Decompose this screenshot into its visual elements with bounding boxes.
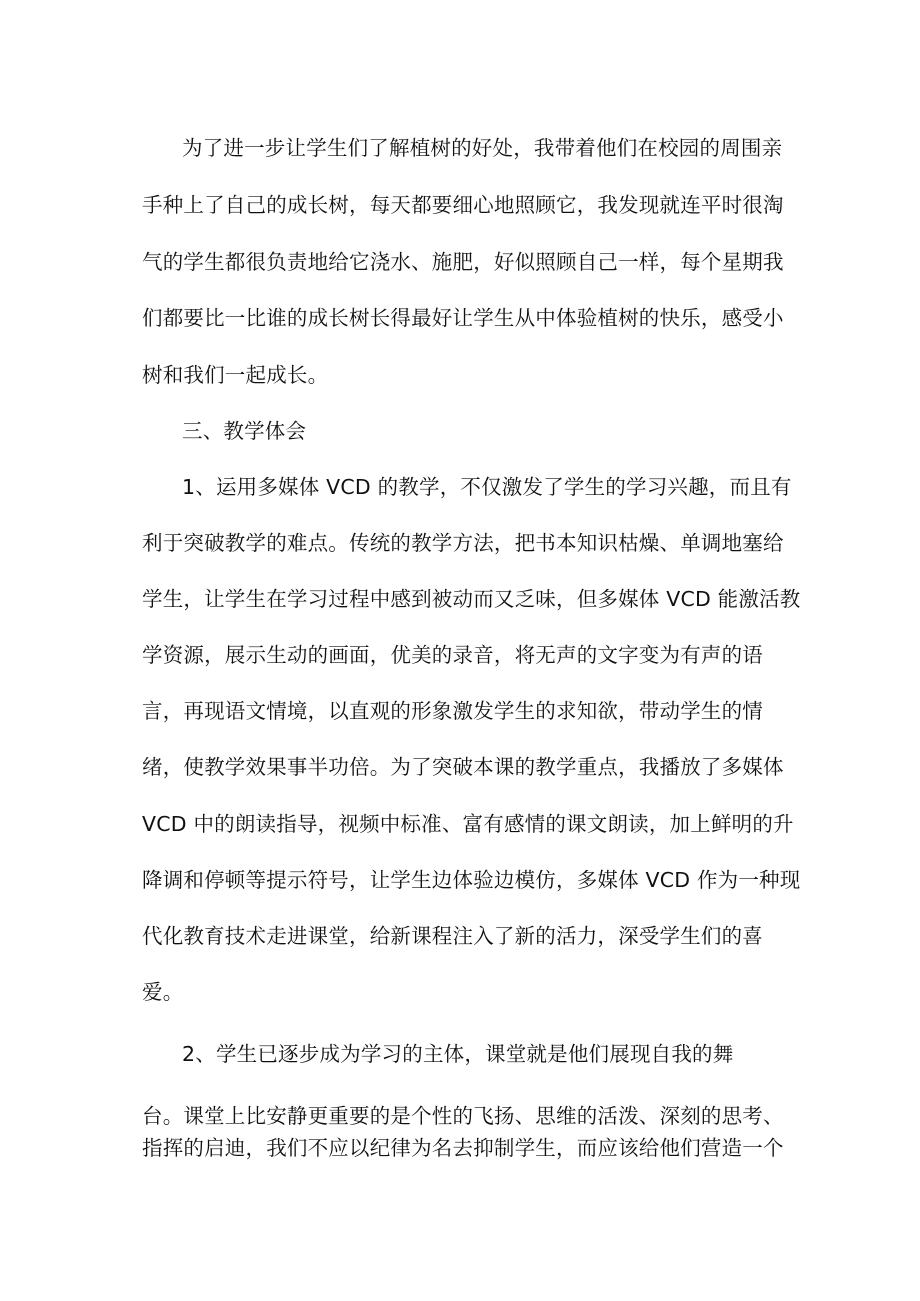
paragraph-line: 1、运用多媒体 VCD 的教学，不仅激发了学生的学习兴趣，而且有 [182, 475, 792, 499]
paragraph-line: 代化教育技术走进课堂，给新课程注入了新的活力，深受学生们的喜 [142, 924, 763, 948]
paragraph-line: 台。课堂上比安静更重要的是个性的飞扬、思维的活泼、深刻的思考、 [142, 1104, 784, 1128]
paragraph-line: 言，再现语文情境，以直观的形象激发学生的求知欲，带动学生的情 [142, 699, 763, 723]
paragraph-line: 学生，让学生在学习过程中感到被动而又乏味，但多媒体 VCD 能激活教 [142, 587, 801, 611]
paragraph-line: 为了进一步让学生们了解植树的好处，我带着他们在校园的周围亲 [182, 136, 783, 160]
paragraph-line: 手种上了自己的成长树，每天都要细心地照顾它，我发现就连平时很淘 [142, 193, 784, 217]
paragraph-line: VCD 中的朗读指导，视频中标准、富有感情的课文朗读，加上鲜明的升 [142, 812, 794, 836]
section-heading: 三、教学体会 [182, 419, 307, 443]
paragraph-line: 爱。 [142, 980, 184, 1004]
paragraph-line: 降调和停顿等提示符号，让学生边体验边模仿，多媒体 VCD 作为一种现 [142, 868, 801, 892]
paragraph-line: 指挥的启迪，我们不应以纪律为名去抑制学生，而应该给他们营造一个 [142, 1136, 784, 1160]
paragraph-line: 们都要比一比谁的成长树长得最好让学生从中体验植树的快乐，感受小 [142, 306, 784, 330]
paragraph-line: 绪，使教学效果事半功倍。为了突破本课的教学重点，我播放了多媒体 [142, 755, 784, 779]
paragraph-line: 树和我们一起成长。 [142, 363, 329, 387]
paragraph-line: 2、学生已逐步成为学习的主体，课堂就是他们展现自我的舞 [182, 1042, 734, 1066]
paragraph-line: 气的学生都很负责地给它浇水、施肥，好似照顾自己一样，每个星期我 [142, 250, 784, 274]
paragraph-line: 利于突破教学的难点。传统的教学方法，把书本知识枯燥、单调地塞给 [142, 531, 784, 555]
paragraph-line: 学资源，展示生动的画面，优美的录音，将无声的文字变为有声的语 [142, 643, 763, 667]
